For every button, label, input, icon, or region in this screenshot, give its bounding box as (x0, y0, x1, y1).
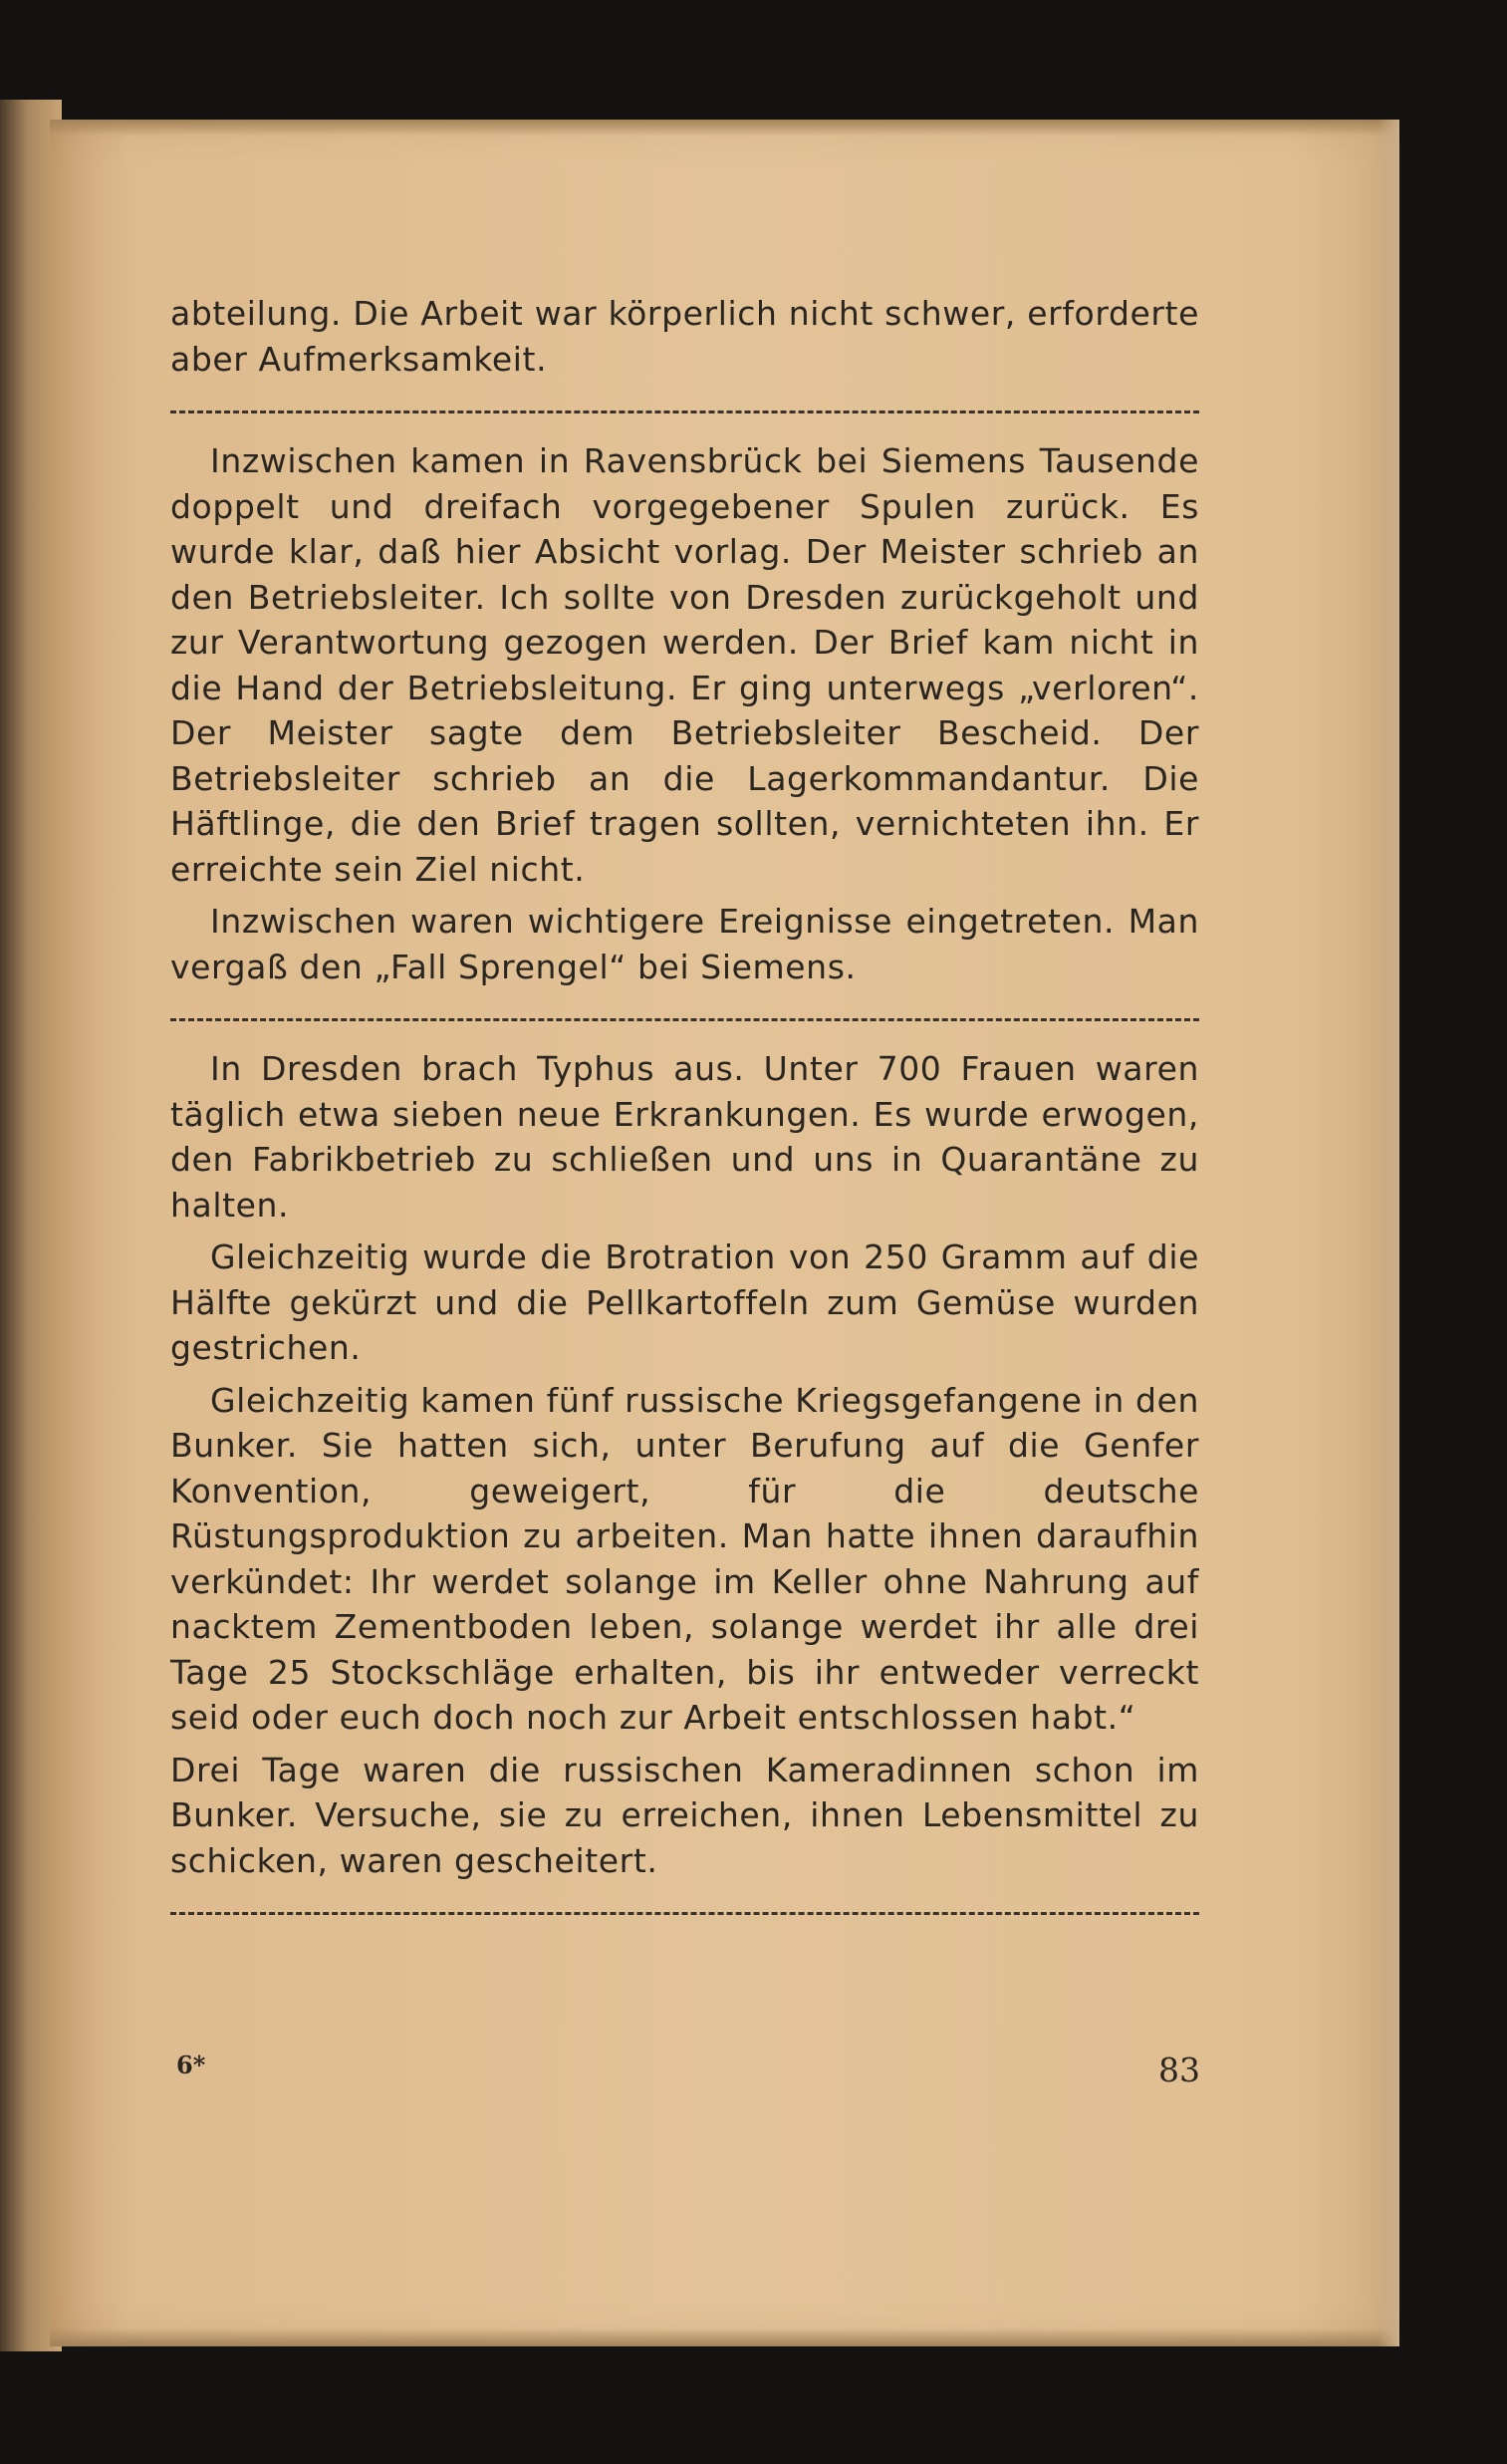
paragraph: abteilung. Die Arbeit war körperlich nicht schwer, erforderte aber Aufmerksamkeit. (170, 294, 1199, 379)
paragraph: Gleichzeitig wurde die Brotration von 250 Gramm auf die Hälfte gekürzt und die Pellkartoffeln zum Gemüse wurden gestrichen. (170, 1237, 1199, 1367)
page-edge-top (50, 120, 1399, 136)
page-edge-right (1378, 120, 1399, 2346)
paragraph: Gleichzeitig kamen fünf russische Kriegsgefangene in den Bunker. Sie hatten sich, unter Berufung auf die Genfer Konvention, geweigert, für die deutsche Rüstungsproduktion zu arbeiten. Man hatte ihnen daraufhin verkündet: Ihr werdet solange im Keller ohne Nahrung auf nacktem Zementboden leben, solange werdet ihr alle drei Tage 25 Stockschläge erhalten, bis ihr entweder verreckt seid oder euch doch noch zur Arbeit entschlossen habt.“ (170, 1380, 1199, 1737)
paragraph: Drei Tage waren die russischen Kameradinnen schon im Bunker. Versuche, sie zu erreichen, ihnen Lebensmittel zu schicken, waren gescheitert. (170, 1750, 1199, 1880)
section-separator (170, 389, 1199, 434)
paragraph: Inzwischen kamen in Ravensbrück bei Siemens Tausende doppelt und dreifach vorgegebener Spulen zurück. Es wurde klar, daß hier Absicht vorlag. Der Meister schrieb an den Betriebsleiter. Ich sollte von Dresden zurückgeholt und zur Verantwortung gezogen werden. Der Brief kam nicht in die Hand der Betriebsleitung. Er ging unterwegs „verloren“. Der Meister sagte dem Betriebsleiter Bescheid. Der Betriebsleiter schrieb an die Lagerkommandantur. Die Häftlinge, die den Brief tragen sollten, vernichteten ihn. Er erreichte sein Ziel nicht. (170, 441, 1199, 889)
paragraph: Inzwischen waren wichtigere Ereignisse eingetreten. Man vergaß den „Fall Sprengel“ bei Siemens. (170, 902, 1199, 986)
page-text-block (170, 291, 1199, 1940)
page-number: 83 (1158, 2051, 1200, 2089)
section-separator (170, 1890, 1199, 1936)
signature-mark: 6* (176, 2051, 206, 2079)
section-separator (170, 996, 1199, 1042)
paragraph: In Dresden brach Typhus aus. Unter 700 Frauen waren täglich etwa sieben neue Erkrankungen. Es wurde erwogen, den Fabrikbetrieb zu schließen und uns in Quarantäne zu halten. (170, 1049, 1199, 1225)
book-page (50, 120, 1399, 2346)
page-edge-bottom (50, 2328, 1399, 2346)
